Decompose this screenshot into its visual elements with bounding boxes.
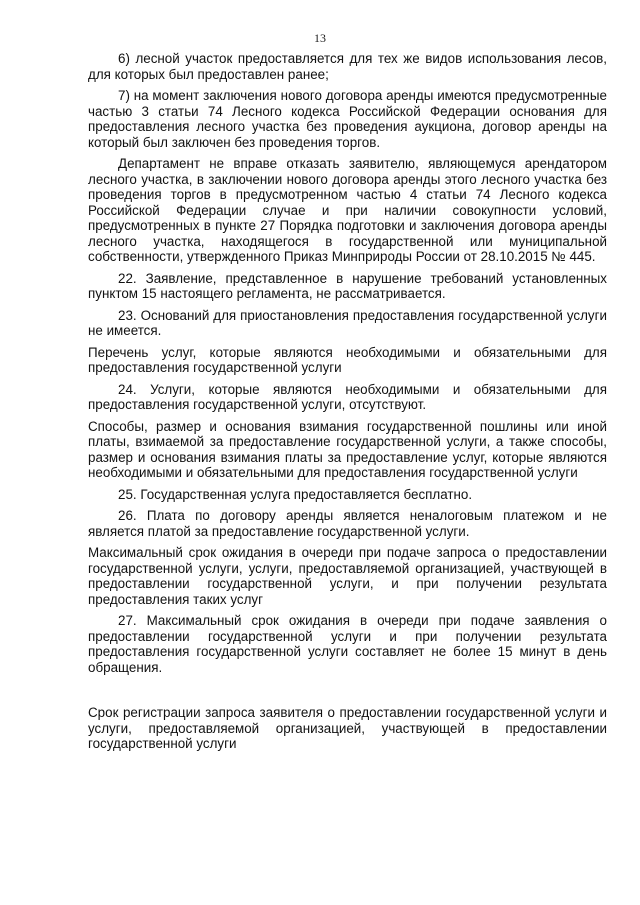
section-heading-services: Перечень услуг, которые являются необходимыми и обязательными для предоставления государственной услуги xyxy=(88,344,607,375)
paragraph-item-26: 26. Плата по договору аренды является неналоговым платежом и не является платой за предоставление государственной услуги. xyxy=(88,508,607,539)
paragraph-item-7: 7) на момент заключения нового договора аренды имеются предусмотренные частью 3 статьи 74 Лесного кодекса Российской Федерации основания для предоставления лесного участка без проведения аукциона, договор аренды на который был заключен без проведения торгов. xyxy=(88,88,607,150)
page-number: 13 xyxy=(314,31,326,45)
section-heading-queue: Максимальный срок ожидания в очереди при подаче запроса о предоставлении государственной услуги, услуги, предоставляемой организацией, участвующей в предоставлении государственной услуги, и при получении результата предоставления таких услуг xyxy=(88,545,607,607)
paragraph-item-25: 25. Государственная услуга предоставляется бесплатно. xyxy=(118,486,473,502)
paragraph-item-24: 24. Услуги, которые являются необходимыми и обязательными для предоставления государственной услуги, отсутствуют. xyxy=(88,381,607,412)
document-body xyxy=(88,51,607,758)
paragraph-item-27: 27. Максимальный срок ожидания в очереди при подаче заявления о предоставлении государственной услуги и при получении результата предоставления государственной услуги составляет не более 15 минут в день обращения. xyxy=(88,613,607,675)
paragraph-item-6: 6) лесной участок предоставляется для тех же видов использования лесов, для которых был предоставлен ранее; xyxy=(88,51,607,82)
paragraph-item-23: 23. Оснований для приостановления предоставления государственной услуги не имеется. xyxy=(88,307,607,338)
section-heading-fees: Способы, размер и основания взимания государственной пошлины или иной платы, взимаемой за предоставление государственной услуги, а также способы, размер и основания взимания платы за предоставление услуг, которые являются необходимыми и обязательными для предоставления государственной услуги xyxy=(88,418,607,480)
section-heading-registration: Срок регистрации запроса заявителя о предоставлении государственной услуги и услуги, предоставляемой организацией, участвующей в предоставлении государственной услуги xyxy=(88,705,607,751)
paragraph-department: Департамент не вправе отказать заявителю, являющемуся арендатором лесного участка, в заключении нового договора аренды этого лесного участка без проведения торгов в предусмотренном частью 4 статьи 74 Лесного кодекса Российской Федерации случае и при наличии совокупности условий, предусмотренных в пункте 27 Порядка подготовки и заключения договора аренды лесного участка, находящегося в государственной или муниципальной собственности, утвержденного Приказ Минприроды России от 28.10.2015 № 445. xyxy=(88,156,607,264)
paragraph-item-22: 22. Заявление, представленное в нарушение требований установленных пунктом 15 настоящего регламента, не рассматривается. xyxy=(88,270,607,301)
